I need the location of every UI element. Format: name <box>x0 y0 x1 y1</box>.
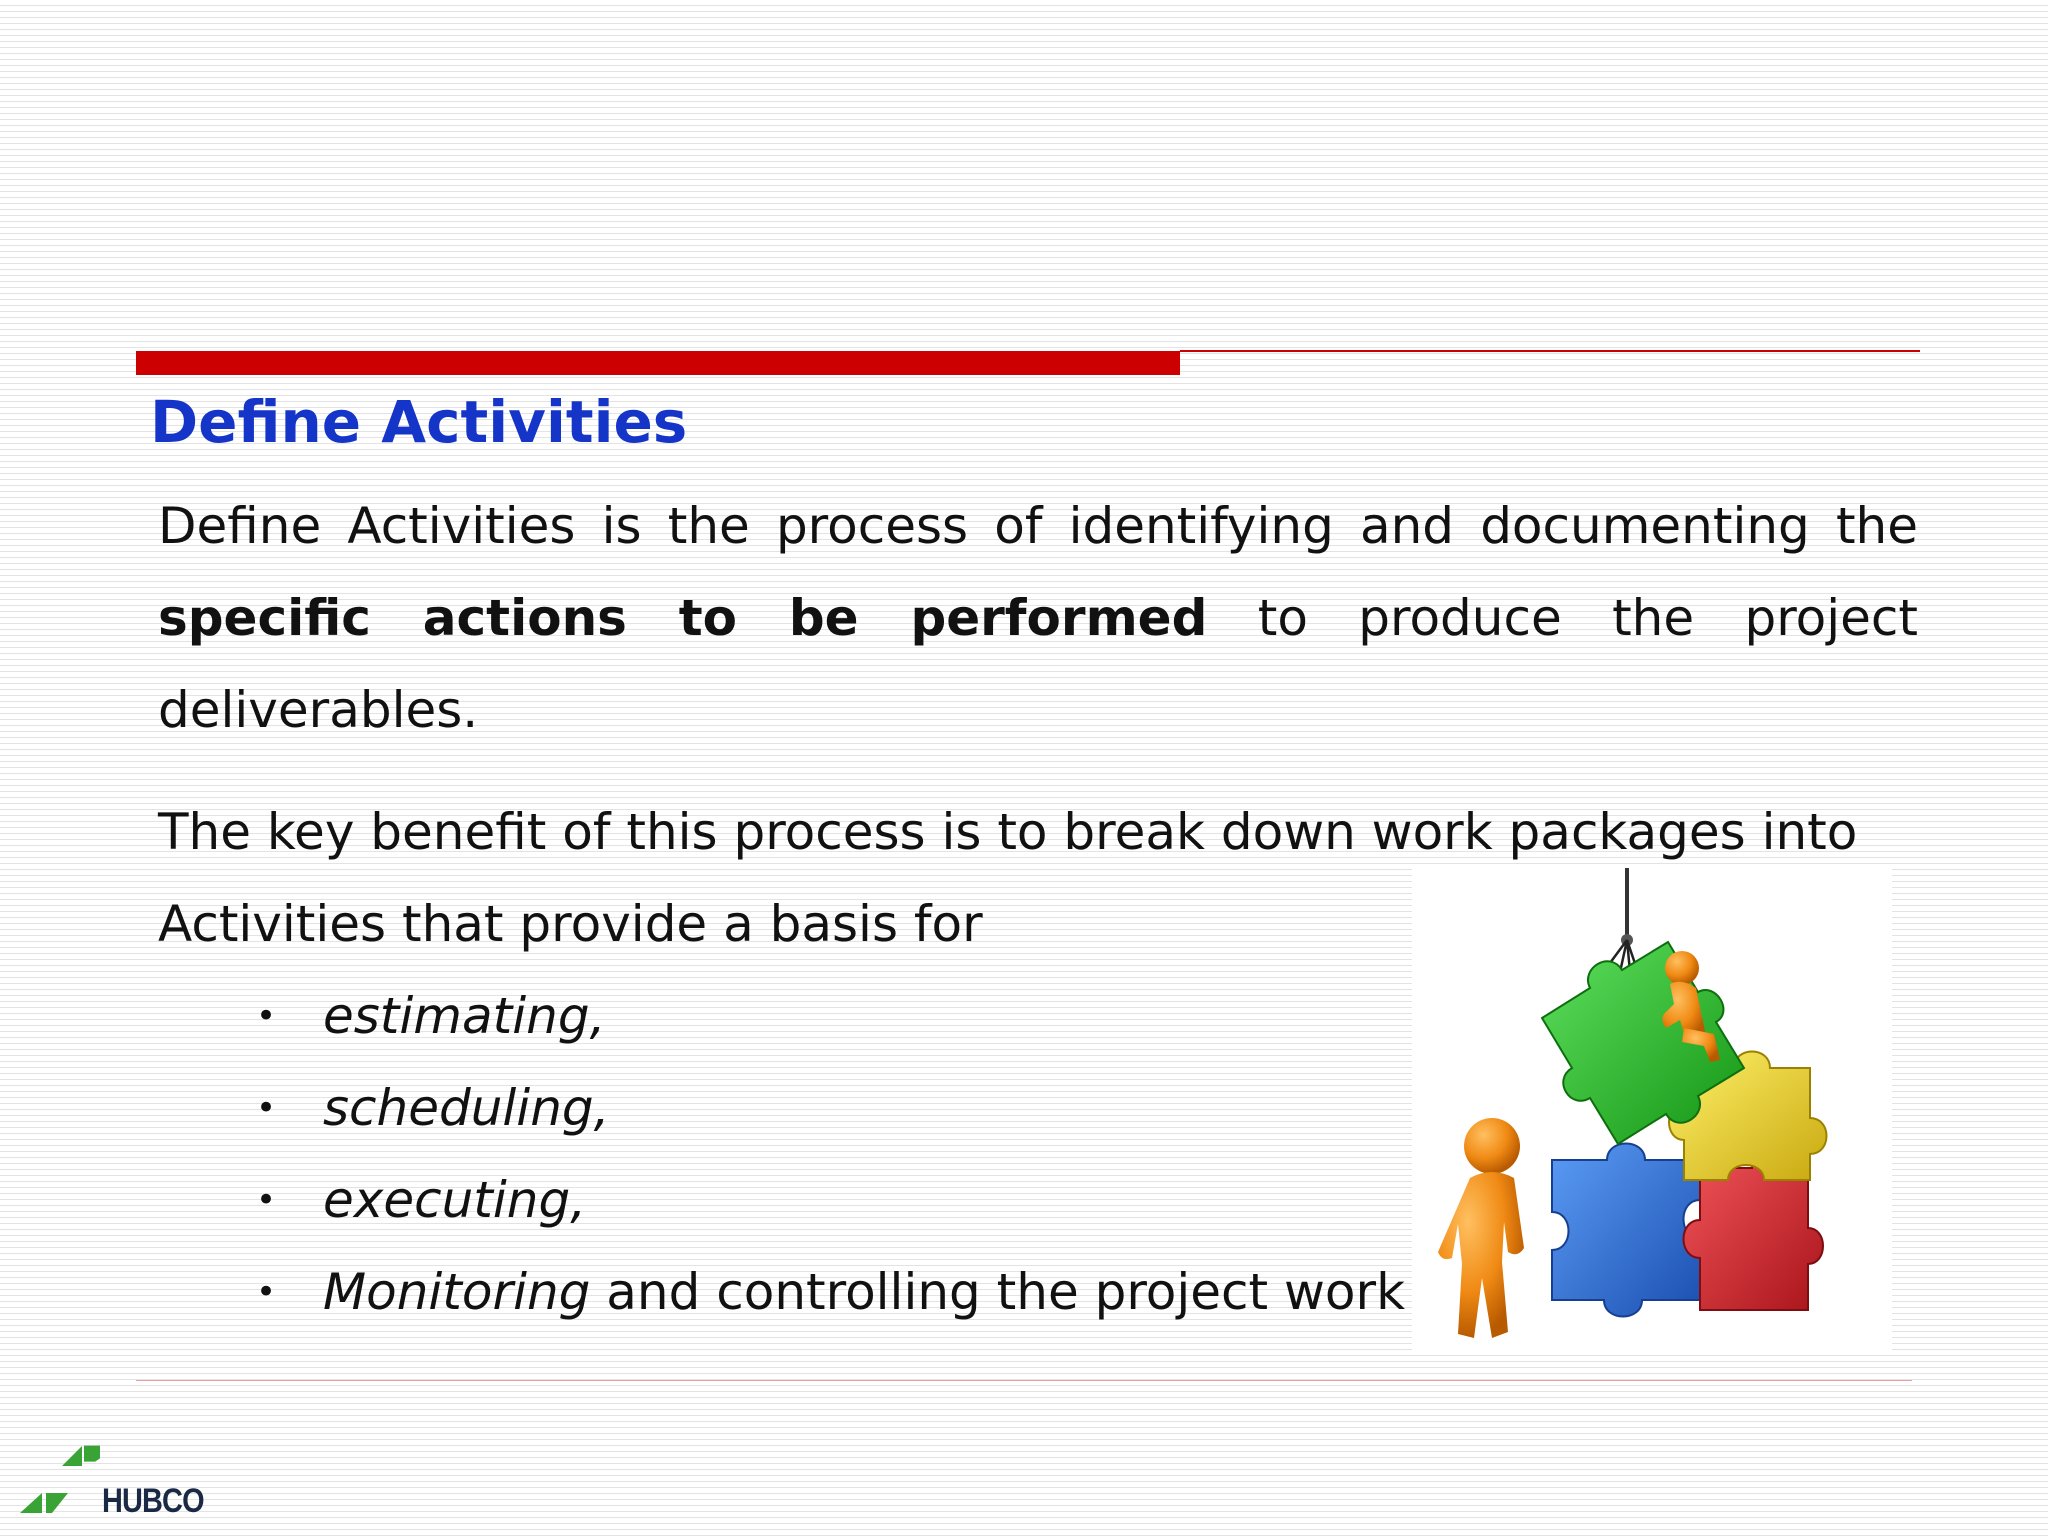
definition-emphasis: specific actions to be performed <box>158 589 1208 647</box>
bullet-italic-text: estimating, <box>323 987 606 1045</box>
bullet-rest-text: and controlling the project work <box>590 1263 1406 1321</box>
bullet-dot-icon: • <box>256 996 277 1036</box>
standing-figure-icon <box>1438 1118 1524 1338</box>
definition-intro: Define Activities is the process of identifying and documenting the <box>158 497 1918 555</box>
definition-outro: to produce the project deliverables. <box>158 589 1918 739</box>
bullet-item <box>158 970 1405 1062</box>
bullet-italic-text: executing, <box>323 1171 587 1229</box>
footer-divider <box>136 1380 1912 1381</box>
puzzle-illustration-svg <box>1412 868 1892 1354</box>
bullet-italic-text: Monitoring <box>323 1263 591 1321</box>
bullet-dot-icon: • <box>256 1180 277 1220</box>
bullet-item <box>158 1246 1405 1338</box>
logo-wordmark: HUBCO <box>102 1482 204 1520</box>
bullet-item <box>158 1154 1405 1246</box>
bullet-item <box>158 1062 1405 1154</box>
definition-paragraph <box>158 480 1918 756</box>
title-accent-bar <box>136 351 1180 375</box>
benefit-bullet-list <box>158 970 1405 1338</box>
bullet-italic-text: scheduling, <box>323 1079 610 1137</box>
slide-title: Define Activities <box>150 388 688 456</box>
bullet-dot-icon: • <box>256 1088 277 1128</box>
hubco-logo-icon <box>20 1440 100 1520</box>
hubco-logo <box>20 1440 230 1520</box>
title-accent-line <box>1180 350 1920 352</box>
puzzle-assembly-illustration <box>1412 868 1892 1354</box>
bullet-dot-icon: • <box>256 1272 277 1312</box>
blue-puzzle-piece <box>1552 1144 1700 1317</box>
benefit-paragraph: The key benefit of this process is to break down work packages into Activities that provide a basis for <box>158 803 1858 953</box>
